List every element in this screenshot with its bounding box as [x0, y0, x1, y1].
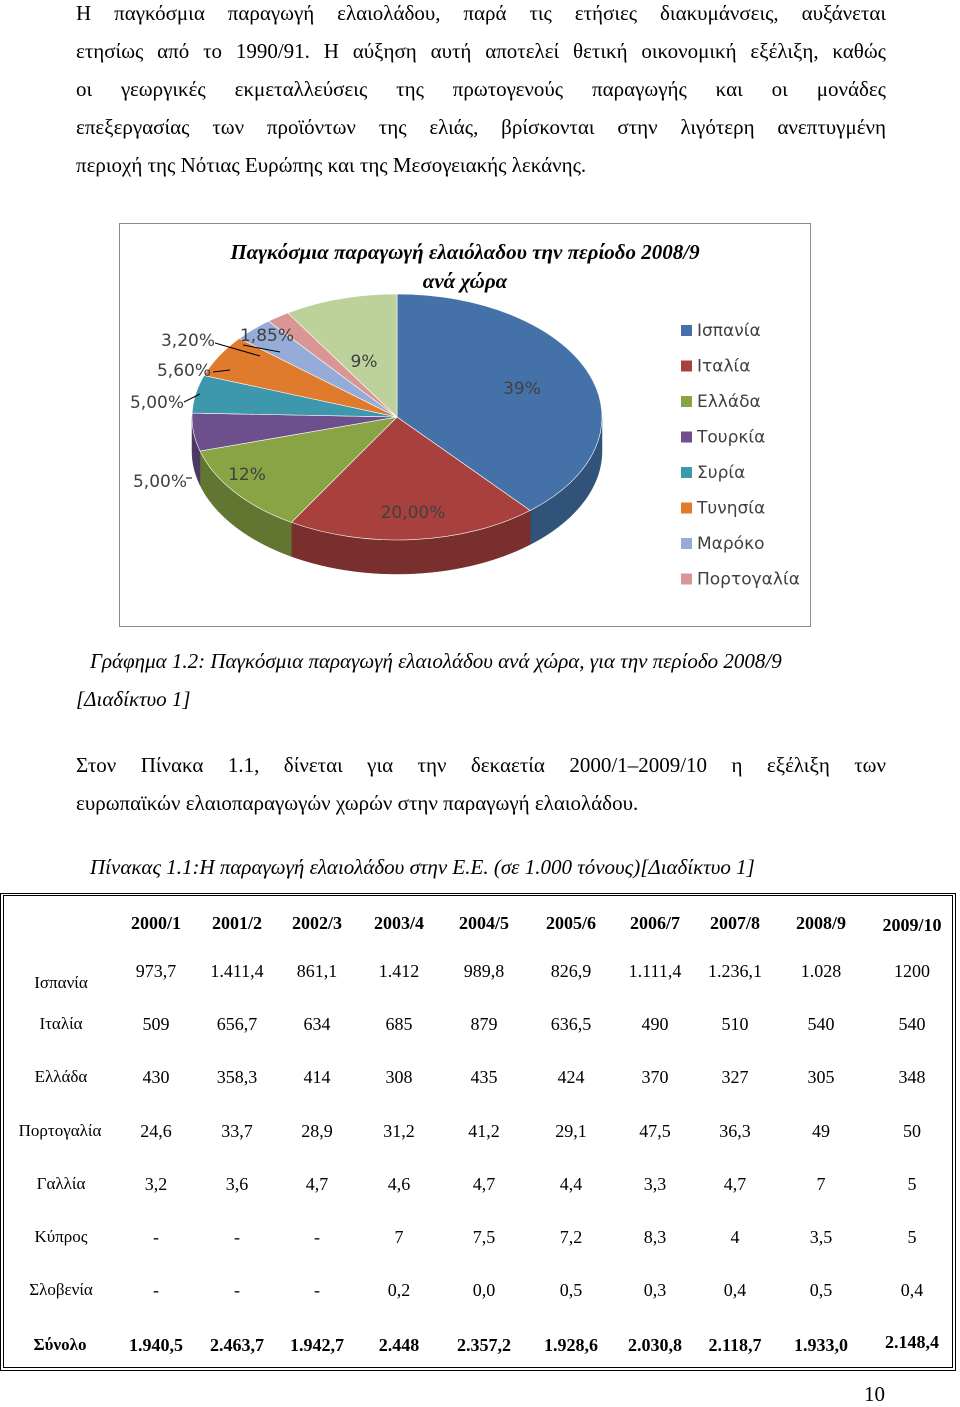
table-intro-paragraph: [76, 746, 886, 822]
table-cell: 861,1: [296, 961, 338, 981]
table-cell: 490: [641, 1014, 669, 1034]
row-header: Πορτογαλία: [18, 1121, 102, 1140]
table-cell: 3,6: [225, 1174, 249, 1194]
paragraph-line: επεξεργασίας των προϊόντων της ελιάς, βρίσκονται στην λιγότερη ανεπτυγμένη: [76, 115, 886, 139]
table-cell: -: [314, 1280, 320, 1300]
table-cell: 424: [557, 1067, 585, 1087]
table-cell: 24,6: [140, 1121, 172, 1141]
legend-item: Ισπανία: [697, 321, 761, 341]
column-header: 2008/9: [795, 913, 847, 933]
table-cell: 28,9: [301, 1121, 333, 1141]
table-cell: 8,3: [643, 1227, 667, 1247]
table-cell-total: 2.148,4: [885, 1332, 939, 1352]
paragraph-line: οι γεωργικές εκμεταλλεύσεις της πρωτογενούς παραγωγής και οι μονάδες: [76, 77, 886, 101]
chart-title-line: ανά χώρα: [422, 269, 508, 293]
table-cell: 826,9: [550, 961, 592, 981]
legend: [681, 321, 800, 590]
table-cell: 4,7: [472, 1174, 496, 1194]
legend-swatch: [681, 396, 692, 407]
table-cell-total: 2.463,7: [210, 1335, 264, 1355]
table-cell: 4,7: [305, 1174, 329, 1194]
table-cell: 41,2: [468, 1121, 500, 1141]
legend-swatch: [681, 538, 692, 549]
table-cell: -: [314, 1227, 320, 1247]
table-cell-total: 2.357,2: [457, 1335, 511, 1355]
table-cell: -: [153, 1280, 159, 1300]
table-cell: 29,1: [555, 1121, 587, 1141]
table-cell: 4,7: [723, 1174, 747, 1194]
legend-item: Ελλάδα: [697, 392, 761, 412]
legend-item: Τυνησία: [697, 498, 766, 519]
table-cell: 327: [721, 1067, 749, 1087]
table-caption: Πίνακας 1.1:Η παραγωγή ελαιολάδου στην Ε.Ε. (σε 1.000 τόνους)[Διαδίκτυο 1]: [90, 855, 755, 879]
table-cell: -: [153, 1227, 159, 1247]
table-cell: 685: [385, 1014, 413, 1034]
table-cell: 31,2: [383, 1121, 415, 1141]
table-cell: 370: [641, 1067, 669, 1087]
table-cell: 879: [470, 1014, 498, 1034]
data-label: 20,00%: [380, 503, 446, 523]
row-header: Ιταλία: [39, 1014, 83, 1033]
page-number: 10: [864, 1382, 885, 1406]
chart-title-line: Παγκόσμια παραγωγή ελαιόλαδου την περίοδο 2008/9: [230, 240, 700, 264]
table-cell: 540: [807, 1014, 835, 1034]
table-cell: 636,5: [550, 1014, 592, 1034]
legend-item: Μαρόκο: [697, 534, 765, 554]
table-cell: 4,4: [559, 1174, 583, 1194]
legend-item: Ιταλία: [697, 356, 751, 377]
table-cell-total: 1.942,7: [290, 1335, 344, 1355]
table-cell: 5: [907, 1174, 917, 1194]
table-cell: 3,3: [643, 1174, 667, 1194]
table-cell: 4: [730, 1227, 740, 1247]
figure-caption-source: [Διαδίκτυο 1]: [76, 687, 191, 711]
row-header: Ελλάδα: [34, 1067, 88, 1086]
table-cell: 5: [907, 1227, 917, 1247]
row-header: Γαλλία: [36, 1174, 86, 1193]
table-cell: 0,5: [809, 1280, 833, 1300]
data-label: 5,00%: [132, 472, 188, 492]
table-cell: 308: [385, 1067, 413, 1087]
intro-paragraph: [76, 0, 886, 184]
paragraph-line: Η παγκόσμια παραγωγή ελαιολάδου, παρά τις ετήσιες διακυμάνσεις, αυξάνεται: [76, 1, 886, 25]
table-cell: 0,4: [900, 1280, 924, 1300]
data-label: 1,85%: [239, 326, 295, 346]
table-cell: 3,5: [809, 1227, 833, 1247]
table-cell: 0,4: [723, 1280, 747, 1300]
data-label: 5,60%: [156, 361, 212, 381]
table-cell: 36,3: [719, 1121, 751, 1141]
table-cell: 1200: [894, 961, 930, 981]
table-cell: 656,7: [216, 1014, 258, 1034]
table-cell-total: 2.030,8: [628, 1335, 682, 1355]
table-cell-total: 2.448: [378, 1335, 420, 1355]
pie-svg: [120, 224, 810, 626]
column-header: 2003/4: [373, 913, 425, 933]
table-cell: 348: [898, 1067, 926, 1087]
table-cell: 509: [142, 1014, 170, 1034]
table-cell: 540: [898, 1014, 926, 1034]
table-cell: 430: [142, 1067, 170, 1087]
paragraph-line: περιοχή της Νότιας Ευρώπης και της Μεσογειακής λεκάνης.: [76, 153, 587, 177]
column-header: 2005/6: [545, 913, 597, 933]
production-table: [0, 893, 956, 1371]
legend-swatch: [681, 325, 692, 336]
table-cell-total: 1.940,5: [129, 1335, 183, 1355]
table-cell: -: [234, 1227, 240, 1247]
table-cell: 7: [816, 1174, 826, 1194]
legend-swatch: [681, 432, 692, 443]
row-header: Ισπανία: [34, 973, 88, 992]
table-cell: 1.028: [800, 961, 842, 981]
table-cell: 4,6: [387, 1174, 411, 1194]
table-cell-total: 2.118,7: [708, 1335, 762, 1355]
data-label: 9%: [350, 352, 378, 372]
table-cell: 305: [807, 1067, 835, 1087]
table-cell: 7: [394, 1227, 404, 1247]
table-cell: 7,5: [472, 1227, 496, 1247]
table-cell: 1.111,4: [628, 961, 682, 981]
row-header: Σλοβενία: [29, 1280, 93, 1299]
legend-item: Τουρκία: [697, 427, 766, 448]
table-cell: 0,5: [559, 1280, 583, 1300]
table-cell: 7,2: [559, 1227, 583, 1247]
table-cell: 0,0: [472, 1280, 496, 1300]
table-cell: 49: [812, 1121, 830, 1141]
legend-item: Συρία: [697, 463, 746, 483]
data-label: 3,20%: [160, 331, 216, 351]
table-cell: 0,2: [387, 1280, 411, 1300]
legend-item: Πορτογαλία: [697, 569, 800, 590]
table-cell-total: 1.933,0: [794, 1335, 848, 1355]
row-header: Κύπρος: [34, 1227, 88, 1246]
column-header: 2000/1: [130, 913, 182, 933]
legend-swatch: [681, 574, 692, 585]
table-cell: 1.411,4: [210, 961, 264, 981]
table-cell: 634: [303, 1014, 331, 1034]
table-cell: 358,3: [216, 1067, 258, 1087]
column-header: 2002/3: [291, 913, 343, 933]
data-label: 5,00%: [129, 393, 185, 413]
data-label: 12%: [228, 465, 266, 485]
table-cell: -: [234, 1280, 240, 1300]
table-cell: 435: [470, 1067, 498, 1087]
table-cell: 989,8: [463, 961, 505, 981]
table-cell: 3,2: [144, 1174, 168, 1194]
table-cell: 0,3: [643, 1280, 667, 1300]
column-header: 2006/7: [629, 913, 681, 933]
paragraph-line: ετησίως από το 1990/91. Η αύξηση αυτή αποτελεί θετική οικονομική εξέλιξη, καθώς: [76, 39, 886, 63]
column-header: 2004/5: [458, 913, 510, 933]
table-cell: 510: [721, 1014, 749, 1034]
table-cell: 414: [303, 1067, 331, 1087]
paragraph-line: ευρωπαϊκών ελαιοπαραγωγών χωρών στην παραγωγή ελαιολάδου.: [76, 791, 639, 815]
column-header: 2001/2: [211, 913, 263, 933]
legend-swatch: [681, 361, 692, 372]
row-header-total: Σύνολο: [33, 1335, 87, 1354]
data-label: 39%: [503, 379, 541, 399]
legend-swatch: [681, 467, 692, 478]
column-header: 2009/10: [882, 915, 942, 935]
legend-swatch: [681, 503, 692, 514]
table-cell: 47,5: [639, 1121, 671, 1141]
table-cell: 1.412: [378, 961, 420, 981]
table-cell-total: 1.928,6: [544, 1335, 598, 1355]
table-cell: 973,7: [135, 961, 177, 981]
pie-chart: [119, 223, 811, 627]
table-cell: 50: [903, 1121, 921, 1141]
figure-caption: Γράφημα 1.2: Παγκόσμια παραγωγή ελαιολάδου ανά χώρα, για την περίοδο 2008/9: [90, 649, 782, 673]
paragraph-line: Στον Πίνακα 1.1, δίνεται για την δεκαετία 2000/1–2009/10 η εξέλιξη των: [76, 753, 886, 777]
table-cell: 1.236,1: [708, 961, 762, 981]
table-cell: 33,7: [221, 1121, 253, 1141]
column-header: 2007/8: [709, 913, 761, 933]
